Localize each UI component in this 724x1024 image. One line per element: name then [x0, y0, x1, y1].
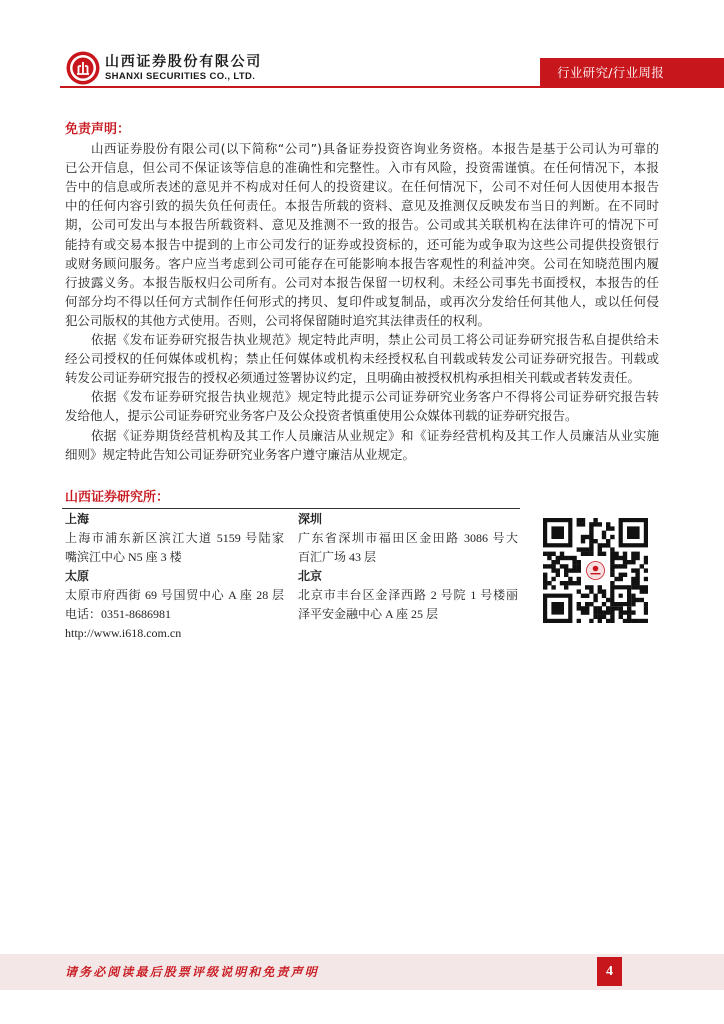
disclaimer-line: 或财务顾问服务。客户应当考虑到公司可能存在可能影响本报告客观性的利益冲突。公司在知晓范围内履	[65, 255, 659, 271]
website-link[interactable]: http://www.i618.com.cn	[65, 626, 182, 640]
header-report-type-band	[540, 58, 724, 88]
office-city-shanghai: 上海	[65, 512, 90, 526]
institute-rule	[62, 508, 520, 509]
disclaimer-line: 已公开信息，但公司不保证该等信息的准确性和完整性。入市有风险，投资需谨慎。在任何情况下，本报	[65, 160, 659, 176]
office-address-line: 太原市府西街 69 号国贸中心 A 座 28 层	[65, 588, 284, 602]
address-column-right	[298, 510, 518, 624]
qr-code	[543, 518, 648, 623]
footer-band	[0, 954, 724, 990]
disclaimer-paragraph	[65, 139, 659, 330]
page-number: 4	[597, 957, 622, 986]
institute-heading: 山西证券研究所：	[65, 490, 170, 505]
office-city-taiyuan: 太原	[65, 569, 90, 583]
address-column-left	[65, 510, 284, 643]
office-address-line: 嘴滨江中心 N5 座 3 楼	[65, 550, 182, 564]
disclaimer-paragraph	[65, 426, 659, 464]
disclaimer-line: 中的任何内容引致的损失负任何责任。本报告所载的资料、意见及推测仅反映发布当日的判断。在不同时	[65, 198, 659, 214]
disclaimer-line: 转发公司证券研究报告的授权必须通过签署协议约定，且明确由被授权机构承担相关刊载或者转发责任。	[65, 370, 641, 386]
disclaimer-line: 能持有或交易本报告中提到的上市公司发行的证券或投资标的，还可能为或争取为这些公司提供投资银行	[65, 236, 659, 252]
office-address-line: 北京市丰台区金泽西路 2 号院 1 号楼丽	[298, 588, 518, 602]
footer-notice: 请务必阅读最后股票评级说明和免责声明	[65, 965, 319, 979]
report-type-label: 行业研究/行业周报	[557, 65, 664, 80]
office-address-line: 百汇广场 43 层	[298, 550, 377, 564]
disclaimer-line: 依据《发布证券研究报告执业规范》规定特此提示公司证券研究业务客户不得将公司证券研究报告转	[91, 389, 659, 405]
disclaimer-line: 期，公司可发出与本报告所载资料、意见及推测不一致的报告。公司或其关联机构在法律许可的情况下可	[65, 217, 659, 233]
disclaimer-line: 告中的信息或所表述的意见并不构成对任何人的投资建议。在任何情况下，公司不对任何人因使用本报告	[65, 179, 659, 195]
disclaimer-line: 细则》规定特此告知公司证券研究业务客户遵守廉洁从业规定。	[65, 446, 416, 462]
disclaimer-line: 发给他人，提示公司证券研究业务客户及公众投资者慎重使用公众媒体刊载的证券研究报告。	[65, 408, 578, 424]
disclaimer-section	[65, 120, 659, 464]
disclaimer-line: 经公司授权的任何媒体或机构；禁止任何媒体或机构未经授权私自刊载或转发公司证券研究报告。刊载或	[65, 351, 659, 367]
disclaimer-line: 何部分均不得以任何方式制作任何形式的拷贝、复印件或复制品，或再次分发给任何其他人，或以任何侵	[65, 293, 659, 309]
header-rule	[60, 86, 540, 88]
disclaimer-paragraph	[65, 330, 659, 387]
office-phone: 电话：0351-8686981	[65, 607, 171, 621]
disclaimer-paragraph	[65, 387, 659, 425]
office-address-line: 广东省深圳市福田区金田路 3086 号大	[298, 531, 518, 545]
disclaimer-line: 犯公司版权的其他方式使用。否则，公司将保留随时追究其法律责任的权利。	[65, 312, 491, 328]
disclaimer-line: 依据《证券期货经营机构及其工作人员廉洁从业规定》和《证券经营机构及其工作人员廉洁从业实施	[91, 427, 659, 443]
company-name-cn: 山西证券股份有限公司	[105, 54, 262, 70]
shanxi-securities-logo-icon	[66, 51, 100, 85]
disclaimer-heading: 免责声明：	[65, 122, 131, 137]
company-name-en: SHANXI SECURITIES CO., LTD.	[105, 71, 256, 82]
office-city-beijing: 北京	[298, 569, 323, 583]
office-city-shenzhen: 深圳	[298, 512, 323, 526]
disclaimer-line: 依据《发布证券研究报告执业规范》规定特此声明，禁止公司员工将公司证券研究报告私自提供给未	[91, 332, 659, 348]
office-address-line: 上海市浦东新区滨江大道 5159 号陆家	[65, 531, 284, 545]
disclaimer-line: 山西证券股份有限公司(以下简称“公司”)具备证券投资咨询业务资格。本报告是基于公司认为可靠的	[91, 141, 659, 157]
disclaimer-line: 行披露义务。本报告版权归公司所有。公司对本报告保留一切权利。未经公司事先书面授权，本报告的任	[65, 274, 659, 290]
office-address-line: 泽平安金融中心 A 座 25 层	[298, 607, 439, 621]
